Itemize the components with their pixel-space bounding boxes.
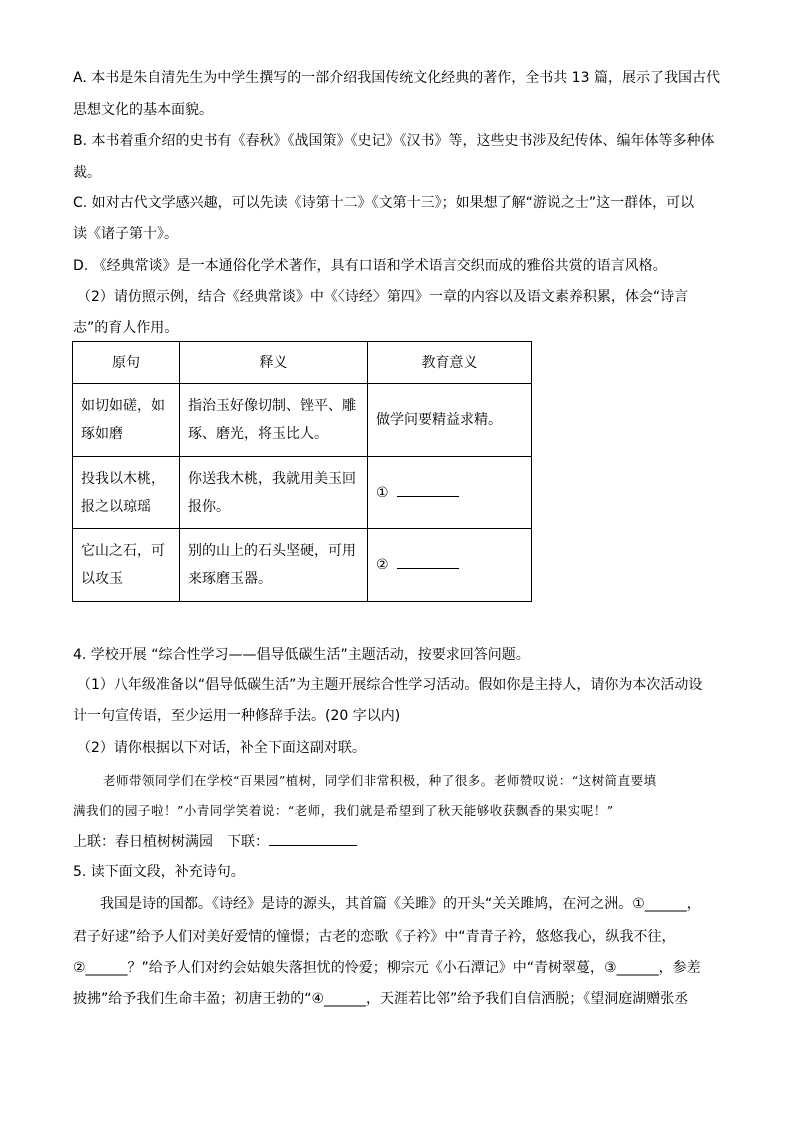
couplet-line [73,831,357,852]
meaning-text-line: 来琢磨玉器。 [188,571,272,587]
option-b-line-2: 裁。 [73,165,101,181]
meaning-cell [180,457,368,529]
education-answer-cell[interactable] [368,457,532,529]
option-a-line-2: 思想文化的基本面貌。 [73,102,213,118]
meaning-text-line: 指治玉好像切制、锉平、雕 [188,398,356,414]
original-text-line: 报之以琼瑶 [81,498,151,515]
question-4-2-line: （2）请你根据以下对话，补全下面这副对联。 [77,740,366,756]
original-text-line: 以攻玉 [81,571,123,587]
education-answer-cell[interactable] [368,529,532,602]
original-cell [73,457,180,529]
question-5-title: 5. 读下面文段，补充诗句。 [73,864,245,880]
meaning-cell [180,384,368,457]
couplet-answer-blank[interactable] [269,831,357,846]
original-text-line: 琢如磨 [81,426,123,442]
original-text-line: 如切如磋，如 [81,398,165,414]
original-text-line: 投我以木桃， [81,470,165,487]
meaning-text-line: 报你。 [188,498,230,515]
poetry-table [72,341,532,602]
table-row [73,529,532,602]
passage-line-2: 君子好逑”给予人们对美好爱情的憧憬；古老的恋歌《子衿》中“青青子衿，悠悠我心，纵我不往， [73,929,676,945]
original-text-line: 它山之石，可 [81,543,165,559]
couplet-text: 上联：春日植树树满园 下联： [73,834,269,850]
answer-blank-1[interactable] [397,482,459,497]
table-header-row [73,342,532,384]
dialogue-line-2: 满我们的园子啦！”小青同学笑着说：“老师，我们就是希望到了秋天能够收获飘香的果实呢！” [73,803,614,818]
answer-marker: ② [376,557,389,573]
meaning-text-line: 琢、磨光，将玉比人。 [188,426,328,442]
option-c-line-2: 读《诸子第十》。 [73,226,178,242]
header-education: 教育意义 [368,342,532,384]
meaning-text-line: 你送我木桃，我就用美玉回 [188,470,356,487]
header-meaning: 释义 [180,342,368,384]
header-original: 原句 [73,342,180,384]
original-cell [73,529,180,602]
answer-marker: ① [376,484,389,501]
passage-line-1: 我国是诗的国都。《诗经》是诗的源头，其首篇《关雎》的开头“关关雎鸠，在河之洲。①______， [100,896,701,912]
original-cell [73,384,180,457]
meaning-cell [180,529,368,602]
option-d-line: D. 《经典常谈》是一本通俗化学术著作，具有口语和学术语言交织而成的雅俗共赏的语言风格。 [73,258,667,274]
question-2-line-2: 志”的育人作用。 [73,320,179,336]
answer-blank-2[interactable] [397,554,459,569]
table-row [73,384,532,457]
option-a-line-1: A. 本书是朱自清先生为中学生撰写的一部介绍我国传统文化经典的著作，全书共 13 篇，展示了我国古代 [73,70,720,86]
passage-line-4: 披拂”给予我们生命丰盈；初唐王勃的“④______，天涯若比邻”给予我们自信洒脱；《望洞庭湖赠张丞 [73,991,689,1007]
dialogue-line-1: 老师带领同学们在学校“百果园”植树，同学们非常积极，种了很多。老师赞叹说：“这树简直要填 [103,773,657,788]
education-cell: 做学问要精益求精。 [368,384,532,457]
question-2-line-1: （2）请仿照示例，结合《经典常谈》中《〈诗经〉第四》一章的内容以及语文素养积累，体会“诗言 [77,289,689,305]
question-4-1-line-2: 计一句宣传语，至少运用一种修辞手法。(20 字以内) [73,708,401,724]
option-b-line-1: B. 本书着重介绍的史书有《春秋》《战国策》《史记》《汉书》等，这些史书涉及纪传体、编年体等多种体 [73,133,715,149]
passage-line-3: ②______？”给予人们对约会姑娘失落担忧的怜爱；柳宗元《小石潭记》中“青树翠蔓，③______，参差 [73,960,701,976]
option-c-line-1: C. 如对古代文学感兴趣，可以先读《诗第十二》《文第十三》；如果想了解“游说之士”这一群体，可以 [73,195,695,211]
table-row [73,457,532,529]
question-4-1-line-1: （1）八年级准备以“倡导低碳生活”为主题开展综合性学习活动。假如你是主持人，请你为本次活动设 [77,677,703,693]
meaning-text-line: 别的山上的石头坚硬，可用 [188,543,356,559]
question-4-title: 4. 学校开展 “综合性学习——倡导低碳生活”主题活动，按要求回答问题。 [73,647,530,663]
